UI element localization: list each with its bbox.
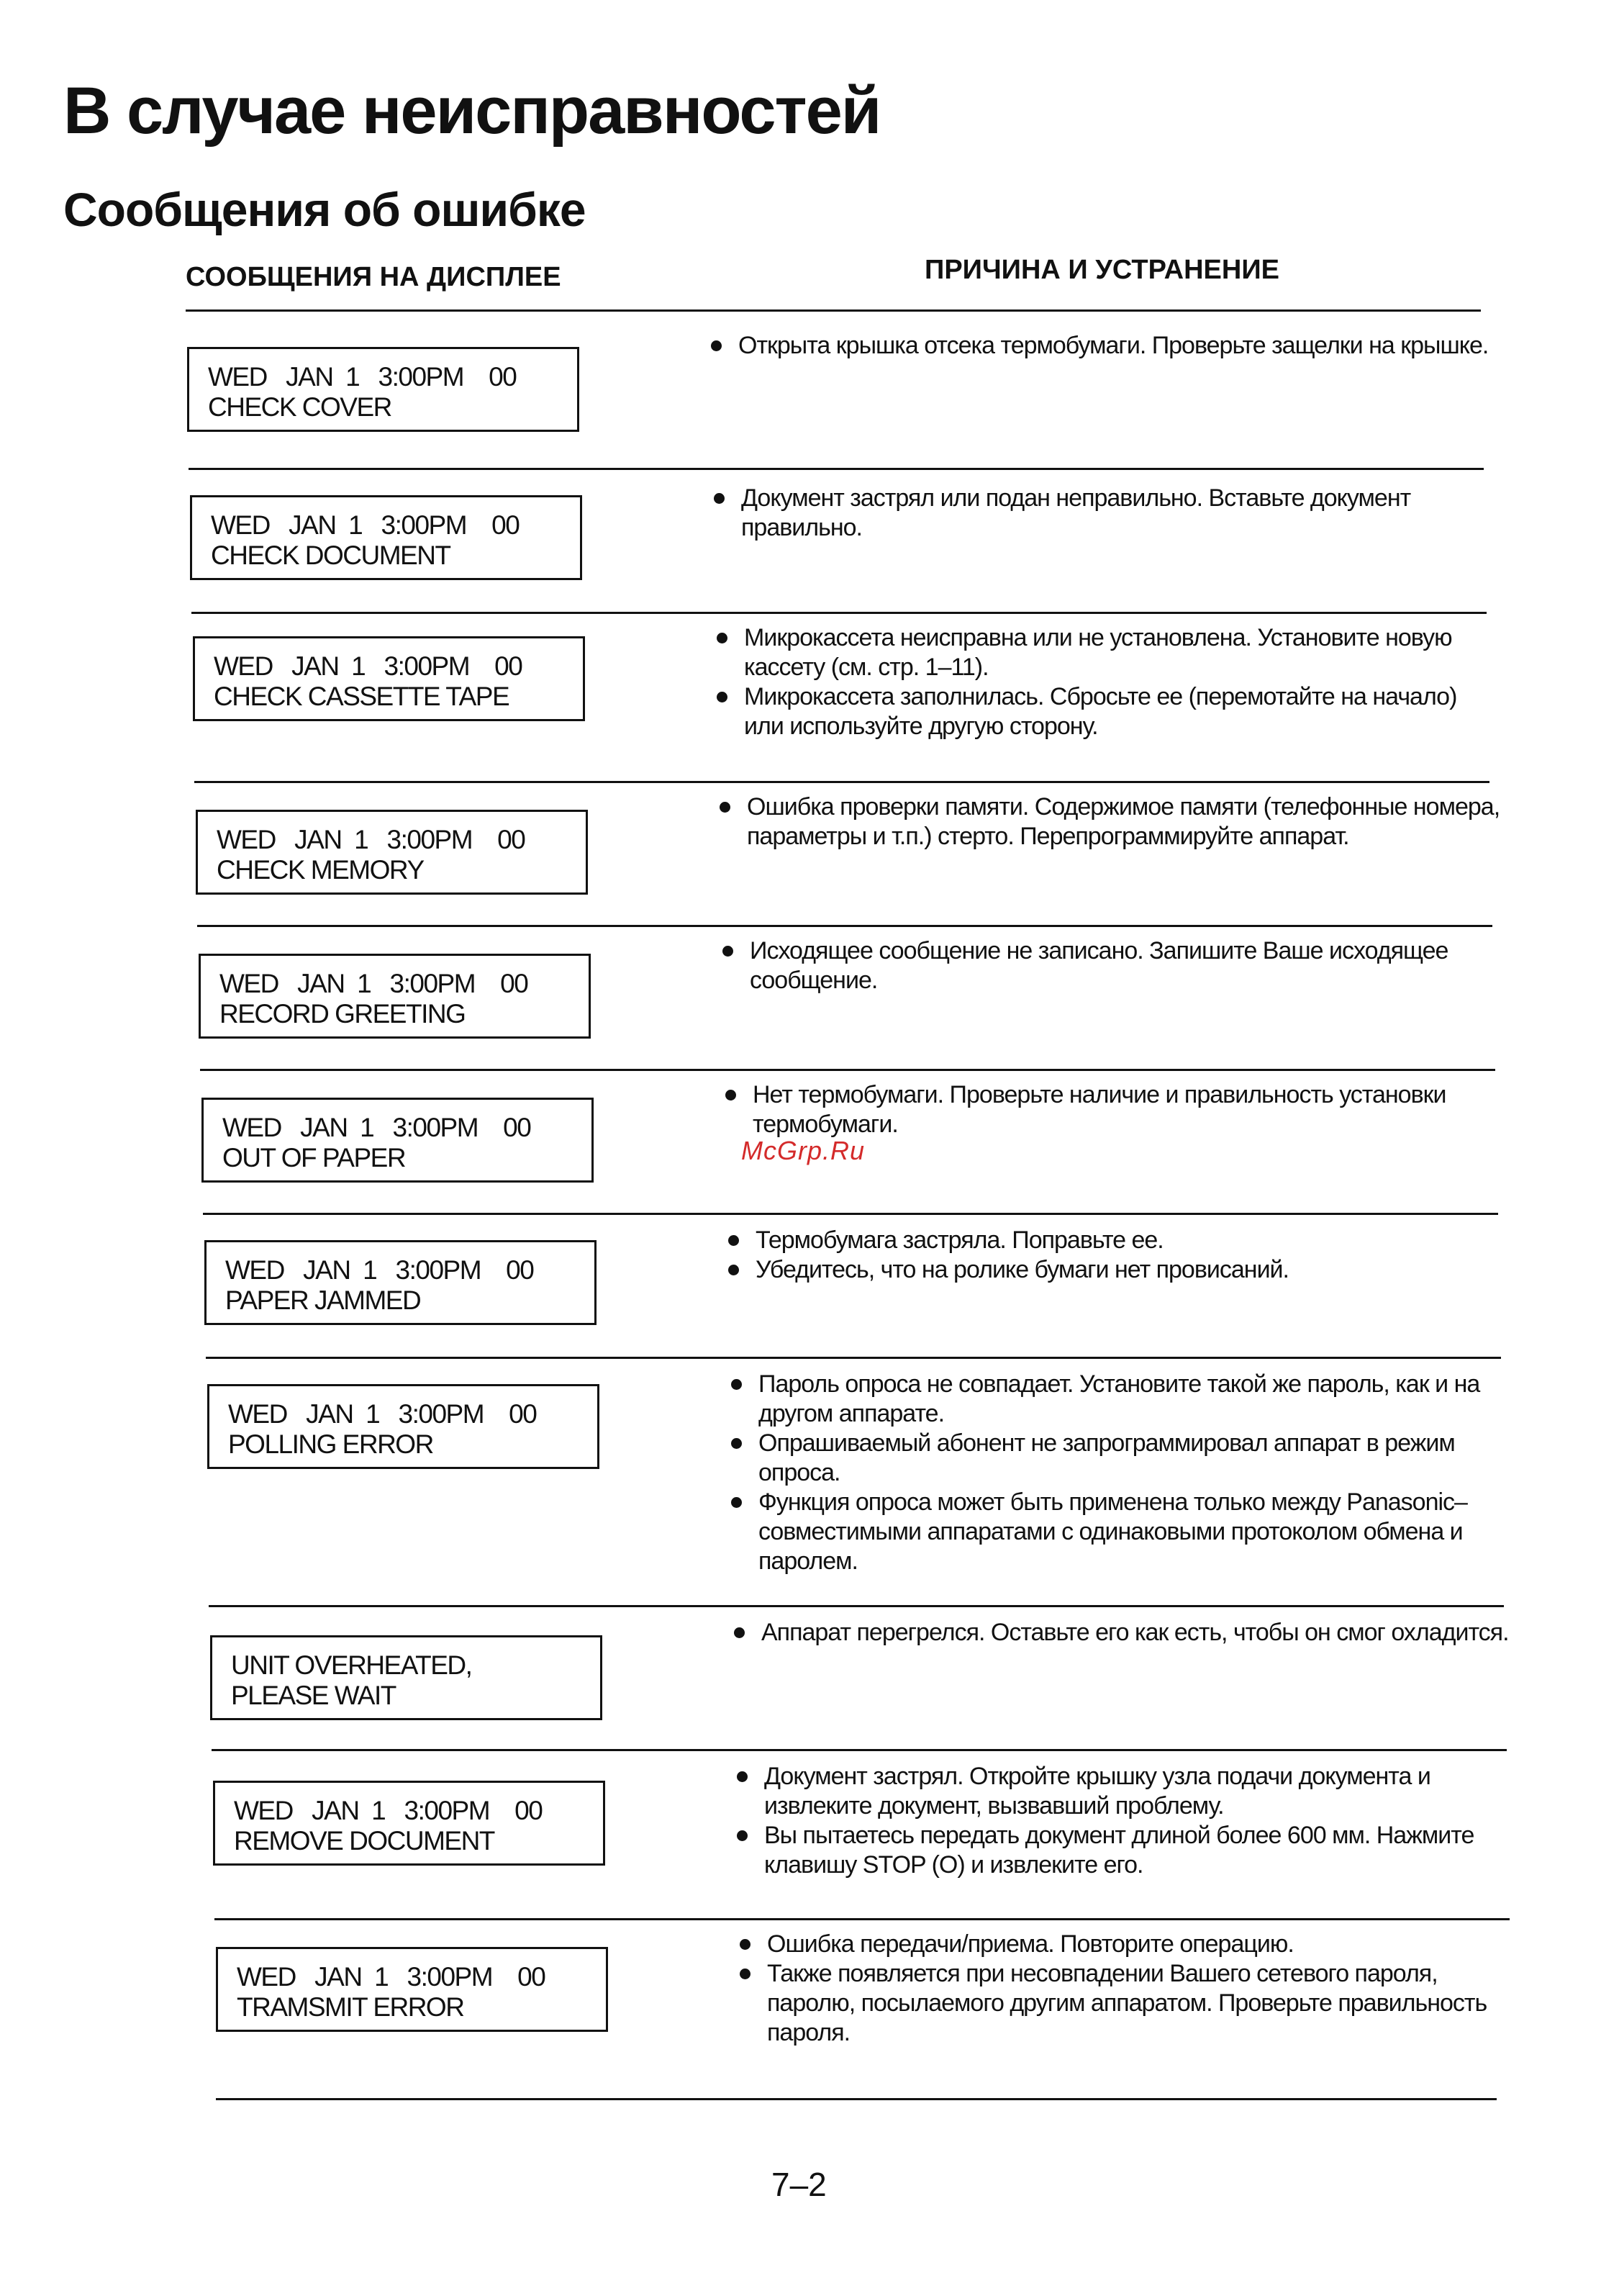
- cause-list: [718, 792, 1502, 851]
- cause-item: Функция опроса может быть применена только между Panasonic–совместимыми аппаратами с одинаковыми протоколом обмена и паролем.: [730, 1488, 1514, 1576]
- row-divider: [203, 1213, 1498, 1215]
- display-line-1: WED JAN 1 3:00PM 00: [222, 1113, 531, 1142]
- cause-list: [735, 1762, 1520, 1880]
- cause-list: [721, 936, 1505, 995]
- cause-item: Документ застрял. Откройте крышку узла подачи документа и извлеките документ, вызвавший проблему.: [735, 1762, 1520, 1821]
- cause-item: Нет термобумаги. Проверьте наличие и правильность установки термобумаги.: [724, 1080, 1508, 1139]
- display-line-1: WED JAN 1 3:00PM 00: [234, 1796, 543, 1825]
- cause-item: Ошибка передачи/приема. Повторите операцию.: [738, 1930, 1523, 1959]
- display-message-box: [216, 1947, 608, 2032]
- cause-list: [724, 1080, 1508, 1139]
- display-message-box: [196, 810, 588, 895]
- row-divider: [214, 1918, 1510, 1920]
- cause-item: Открыта крышка отсека термобумаги. Проверьте защелки на крышке.: [709, 331, 1494, 361]
- row-divider: [186, 309, 1481, 312]
- cause-list: [738, 1930, 1523, 2048]
- page-number: 7–2: [771, 2166, 827, 2203]
- display-line-2: CHECK DOCUMENT: [211, 541, 450, 570]
- display-line-2: PAPER JAMMED: [225, 1285, 421, 1315]
- page-title: В случае неисправностей: [63, 74, 881, 148]
- display-line-2: POLLING ERROR: [228, 1429, 433, 1459]
- cause-item: Аппарат перегрелся. Оставьте его как есть, чтобы он смог охладится.: [733, 1618, 1517, 1648]
- row-divider: [197, 925, 1492, 927]
- display-message-box: [193, 636, 585, 721]
- display-line-1: WED JAN 1 3:00PM 00: [225, 1255, 534, 1285]
- display-line-1: UNIT OVERHEATED,: [231, 1650, 472, 1680]
- display-line-2: CHECK COVER: [208, 392, 391, 422]
- display-message-box: [213, 1781, 605, 1866]
- display-line-1: WED JAN 1 3:00PM 00: [208, 362, 517, 392]
- row-divider: [189, 468, 1484, 470]
- cause-list: [727, 1226, 1511, 1285]
- display-line-1: WED JAN 1 3:00PM 00: [214, 651, 522, 681]
- cause-item: Вы пытаетесь передать документ длиной более 600 мм. Нажмите клавишу STOP (O) и извлеките его.: [735, 1821, 1520, 1880]
- cause-list: [715, 623, 1500, 741]
- cause-list: [730, 1370, 1514, 1576]
- display-message-box: [207, 1384, 599, 1469]
- row-divider: [206, 1357, 1501, 1359]
- display-line-1: WED JAN 1 3:00PM 00: [237, 1962, 545, 1992]
- section-title: Сообщения об ошибке: [63, 183, 586, 236]
- display-line-1: WED JAN 1 3:00PM 00: [219, 969, 528, 998]
- display-message-box: [204, 1240, 597, 1325]
- row-divider: [194, 781, 1489, 783]
- display-line-1: WED JAN 1 3:00PM 00: [217, 825, 525, 854]
- row-divider: [200, 1069, 1495, 1071]
- cause-item: Документ застрял или подан неправильно. Вставьте документ правильно.: [712, 484, 1497, 543]
- row-divider: [212, 1749, 1507, 1751]
- cause-item: Микрокассета неисправна или не установлена. Установите новую кассету (см. стр. 1–11).: [715, 623, 1500, 682]
- display-message-box: [210, 1635, 602, 1720]
- display-line-2: PLEASE WAIT: [231, 1681, 396, 1710]
- cause-item: Пароль опроса не совпадает. Установите такой же пароль, как и на другом аппарате.: [730, 1370, 1514, 1429]
- cause-item: Также появляется при несовпадении Вашего сетевого пароля, паролю, посылаемого другим аппаратом. Проверьте правильность пароля.: [738, 1959, 1523, 2048]
- display-line-2: CHECK CASSETTE TAPE: [214, 682, 509, 711]
- display-line-2: RECORD GREETING: [219, 999, 466, 1029]
- cause-item: Ошибка проверки памяти. Содержимое памяти (телефонные номера, параметры и т.п.) стерто. Перепрограммируйте аппарат.: [718, 792, 1502, 851]
- cause-item: Убедитесь, что на ролике бумаги нет провисаний.: [727, 1255, 1511, 1285]
- cause-item: Термобумага застряла. Поправьте ее.: [727, 1226, 1511, 1255]
- display-message-box: [187, 347, 579, 432]
- display-line-2: REMOVE DOCUMENT: [234, 1826, 494, 1856]
- display-line-1: WED JAN 1 3:00PM 00: [211, 510, 520, 540]
- table-bottom-rule: [216, 2098, 1497, 2100]
- column-header-display: СООБЩЕНИЯ НА ДИСПЛЕЕ: [186, 262, 561, 292]
- column-header-cause: ПРИЧИНА И УСТРАНЕНИЕ: [925, 255, 1279, 285]
- cause-item: Микрокассета заполнилась. Сбросьте ее (перемотайте на начало) или используйте другую сторону.: [715, 682, 1500, 741]
- cause-item: Исходящее сообщение не записано. Запишите Ваше исходящее сообщение.: [721, 936, 1505, 995]
- display-message-box: [201, 1098, 594, 1183]
- watermark: McGrp.Ru: [741, 1136, 866, 1165]
- display-line-1: WED JAN 1 3:00PM 00: [228, 1399, 537, 1429]
- display-message-box: [190, 495, 582, 580]
- cause-list: [709, 331, 1494, 361]
- display-message-box: [199, 954, 591, 1039]
- row-divider: [191, 612, 1487, 614]
- display-line-2: OUT OF PAPER: [222, 1143, 406, 1172]
- display-line-2: CHECK MEMORY: [217, 855, 424, 885]
- display-line-2: TRAMSMIT ERROR: [237, 1992, 464, 2022]
- cause-item: Опрашиваемый абонент не запрограммировал аппарат в режим опроса.: [730, 1429, 1514, 1488]
- row-divider: [209, 1605, 1504, 1607]
- cause-list: [712, 484, 1497, 543]
- cause-list: [733, 1618, 1517, 1648]
